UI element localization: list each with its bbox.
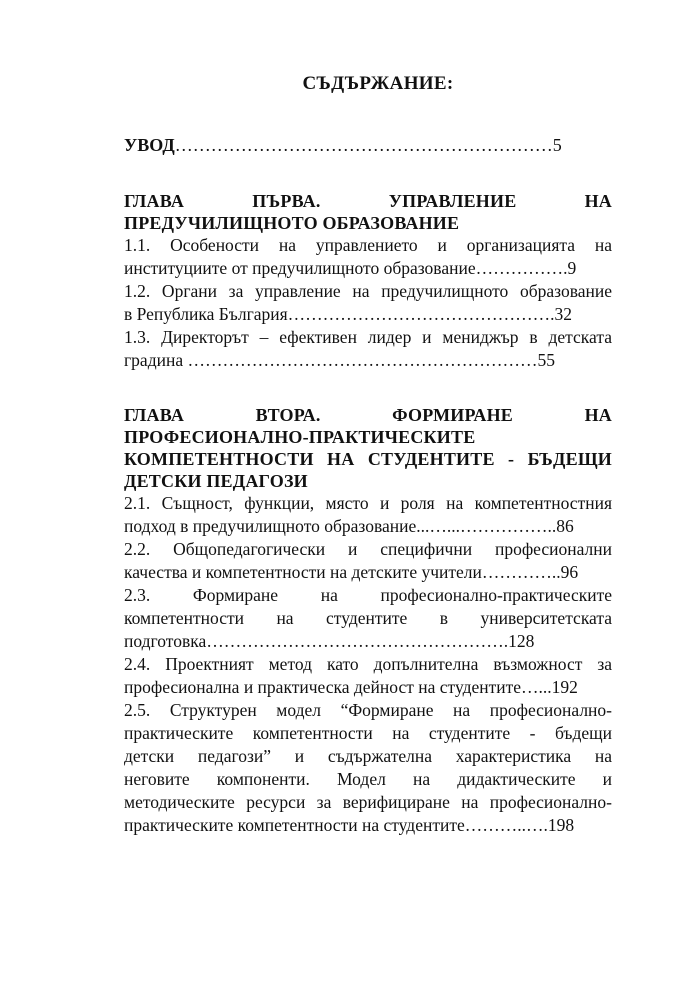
toc-leader-dots: ……………………………………………………… [174, 135, 553, 155]
chapter-heading-line: ГЛАВА ПЪРВА. УПРАВЛЕНИЕ НА [124, 191, 612, 211]
chapter-heading-line: КОМПЕТЕНТНОСТИ НА СТУДЕНТИТЕ - БЪДЕЩИ [124, 449, 612, 469]
toc-entry-line: 2.1. Същност, функции, място и роля на компетентностния [124, 493, 612, 513]
toc-entry-2-4 [124, 653, 612, 699]
chapter-heading-2 [124, 404, 612, 492]
toc-entry-line: 2.3. Формиране на професионално-практическите [124, 585, 612, 605]
toc-entry-line: 1.3. Директорът – ефективен лидер и мениджър в детската [124, 327, 612, 347]
toc-entry-label: УВОД [124, 135, 175, 155]
toc-entry-line: детски педагози” и съдържателна характеристика на [124, 746, 612, 766]
toc-entry-line: професионална и практическа дейност на студентите…...192 [124, 677, 578, 697]
toc-entry-line: практическите компетентности на студентите………..….198 [124, 815, 575, 835]
toc-entry-line: практическите компетентности на студентите - бъдещи [124, 723, 612, 743]
toc-entry-2-5 [124, 699, 612, 837]
toc-entry-line: 2.5. Структурен модел “Формиране на професионално- [124, 700, 612, 720]
toc-page-number: 5 [552, 135, 562, 155]
toc-entry-line: институциите от предучилищното образование…………….9 [124, 258, 577, 278]
chapter-heading-line: ГЛАВА ВТОРА. ФОРМИРАНЕ НА [124, 405, 612, 425]
toc-entry-line: подход в предучилищното образование...…...……………..86 [124, 516, 574, 536]
toc-entry-line: 1.1. Особености на управлението и организацията на [124, 235, 612, 255]
toc-entry-1-3 [124, 326, 612, 372]
chapter-heading-line: ПРОФЕСИОНАЛНО-ПРАКТИЧЕСКИТЕ [124, 427, 476, 447]
toc-entry-line: неговите компоненти. Модел на дидактическите и [124, 769, 612, 789]
toc-entry-line: методическите ресурси за верифициране на професионално- [124, 792, 612, 812]
toc-entry-line: компетентности на студентите в университетската [124, 608, 612, 628]
toc-entry-2-3 [124, 584, 612, 653]
toc-entry-line: качества и компетентности на детските учители…………..96 [124, 562, 579, 582]
toc-entry-1-2 [124, 280, 612, 326]
chapter-heading-1 [124, 190, 612, 234]
toc-entry-line: 2.2. Общопедагогически и специфични професионални [124, 539, 612, 559]
toc-entry-1-1 [124, 234, 612, 280]
table-of-contents [124, 70, 612, 837]
page-title: СЪДЪРЖАНИЕ: [302, 73, 454, 94]
toc-entry-line: 2.4. Проектният метод като допълнителна възможност за [124, 654, 612, 674]
toc-entry-line: подготовка…………………………………………….128 [124, 631, 535, 651]
toc-entry-2-1 [124, 492, 612, 538]
chapter-heading-line: ДЕТСКИ ПЕДАГОЗИ [124, 471, 308, 491]
chapter-heading-line: ПРЕДУЧИЛИЩНОТО ОБРАЗОВАНИЕ [124, 213, 460, 233]
toc-entry-line: 1.2. Органи за управление на предучилищното образование [124, 281, 612, 301]
toc-entry-2-2 [124, 538, 612, 584]
toc-entry-line: градина ……………………………………………………55 [124, 350, 555, 370]
toc-entry-line: в Република България……………………………………….32 [124, 304, 573, 324]
toc-entry-intro [124, 132, 612, 158]
